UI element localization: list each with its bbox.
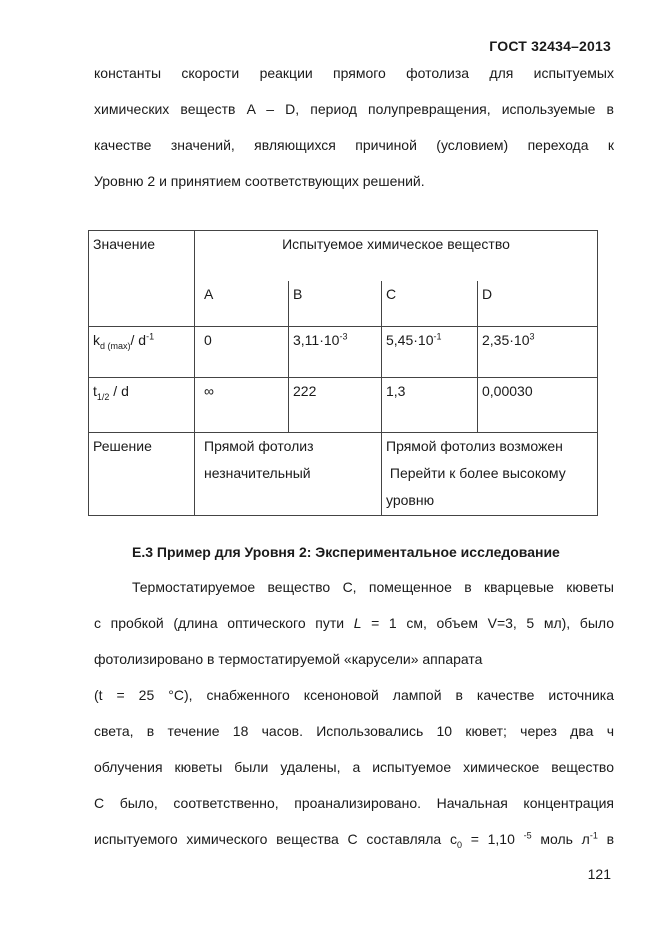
column-header-a: A <box>195 281 289 326</box>
text-line: (t = 25 °C), снабженного ксеноновой лампой в качестве источника <box>94 687 614 703</box>
text-line: качестве значений, являющихся причиной (условием) перехода к <box>94 137 614 153</box>
document-code: ГОСТ 32434–2013 <box>489 38 611 54</box>
intro-paragraph <box>94 55 614 199</box>
column-header-d: D <box>482 286 493 302</box>
table-cell: $2,35\cdot 10^3$ <box>478 327 598 378</box>
row-label-kd: $k_{d (max)}/$ $d^{-1}$ <box>89 327 195 378</box>
text-line: константы скорости реакции прямого фотолиза для испытуемых <box>94 65 614 81</box>
text-line: C было, соответственно, проанализировано. Начальная концентрация <box>94 795 614 811</box>
table-cell: 0,00030 <box>478 378 598 433</box>
table-cell: ∞ <box>195 378 289 433</box>
text-line: испытуемого химического вещества C составляла $c_0 = 1,10$ $^{-5}$ моль $л^{-1}$ в <box>94 830 615 850</box>
table-header-value: Значение <box>89 231 195 327</box>
table-cell: $3,11\cdot 10^{-3}$ <box>289 327 382 378</box>
row-label-t-half: $t_{1/2}$ / d <box>89 378 195 433</box>
table-group-header: Испытуемое химическое вещество A B C D <box>195 231 598 327</box>
text-line: света, в течение 18 часов. Использовались 10 кювет; через два ч <box>94 723 614 739</box>
decision-ab: Прямой фотолиз незначительный <box>195 433 382 516</box>
text-line: Термостатируемое вещество C, помещенное в кварцевые кюветы <box>132 579 614 595</box>
text-line: облучения кюветы были удалены, а испытуемое химическое вещество <box>94 759 614 775</box>
text-line: фотолизировано в термостатируемой «карусели» аппарата <box>94 651 483 667</box>
column-header-b: B <box>289 281 382 326</box>
table-row <box>89 433 598 516</box>
section-heading: Е.3 Пример для Уровня 2: Экспериментальное исследование <box>132 544 560 560</box>
table-cell: 222 <box>289 378 382 433</box>
text-line: Уровню 2 и принятием соответствующих решений. <box>94 173 425 189</box>
decision-cd: Прямой фотолиз возможен Перейти к более высокому уровню <box>382 433 598 516</box>
table-cell: $5,45\cdot 10^{-1}$ <box>382 327 478 378</box>
text-line: с пробкой (длина оптического пути L = 1 см, объем V=3, 5 мл), было <box>94 615 614 631</box>
experiment-paragraph <box>94 569 614 857</box>
row-label-decision: Решение <box>89 433 195 516</box>
table-row <box>89 378 598 433</box>
data-table <box>88 230 598 516</box>
table-cell: 0 <box>195 327 289 378</box>
text-line: химических веществ A – D, период полупревращения, используемые в <box>94 101 614 117</box>
table-cell: 1,3 <box>382 378 478 433</box>
table-row <box>89 327 598 378</box>
page-number: 121 <box>587 866 611 882</box>
column-header-c: C <box>382 281 478 326</box>
